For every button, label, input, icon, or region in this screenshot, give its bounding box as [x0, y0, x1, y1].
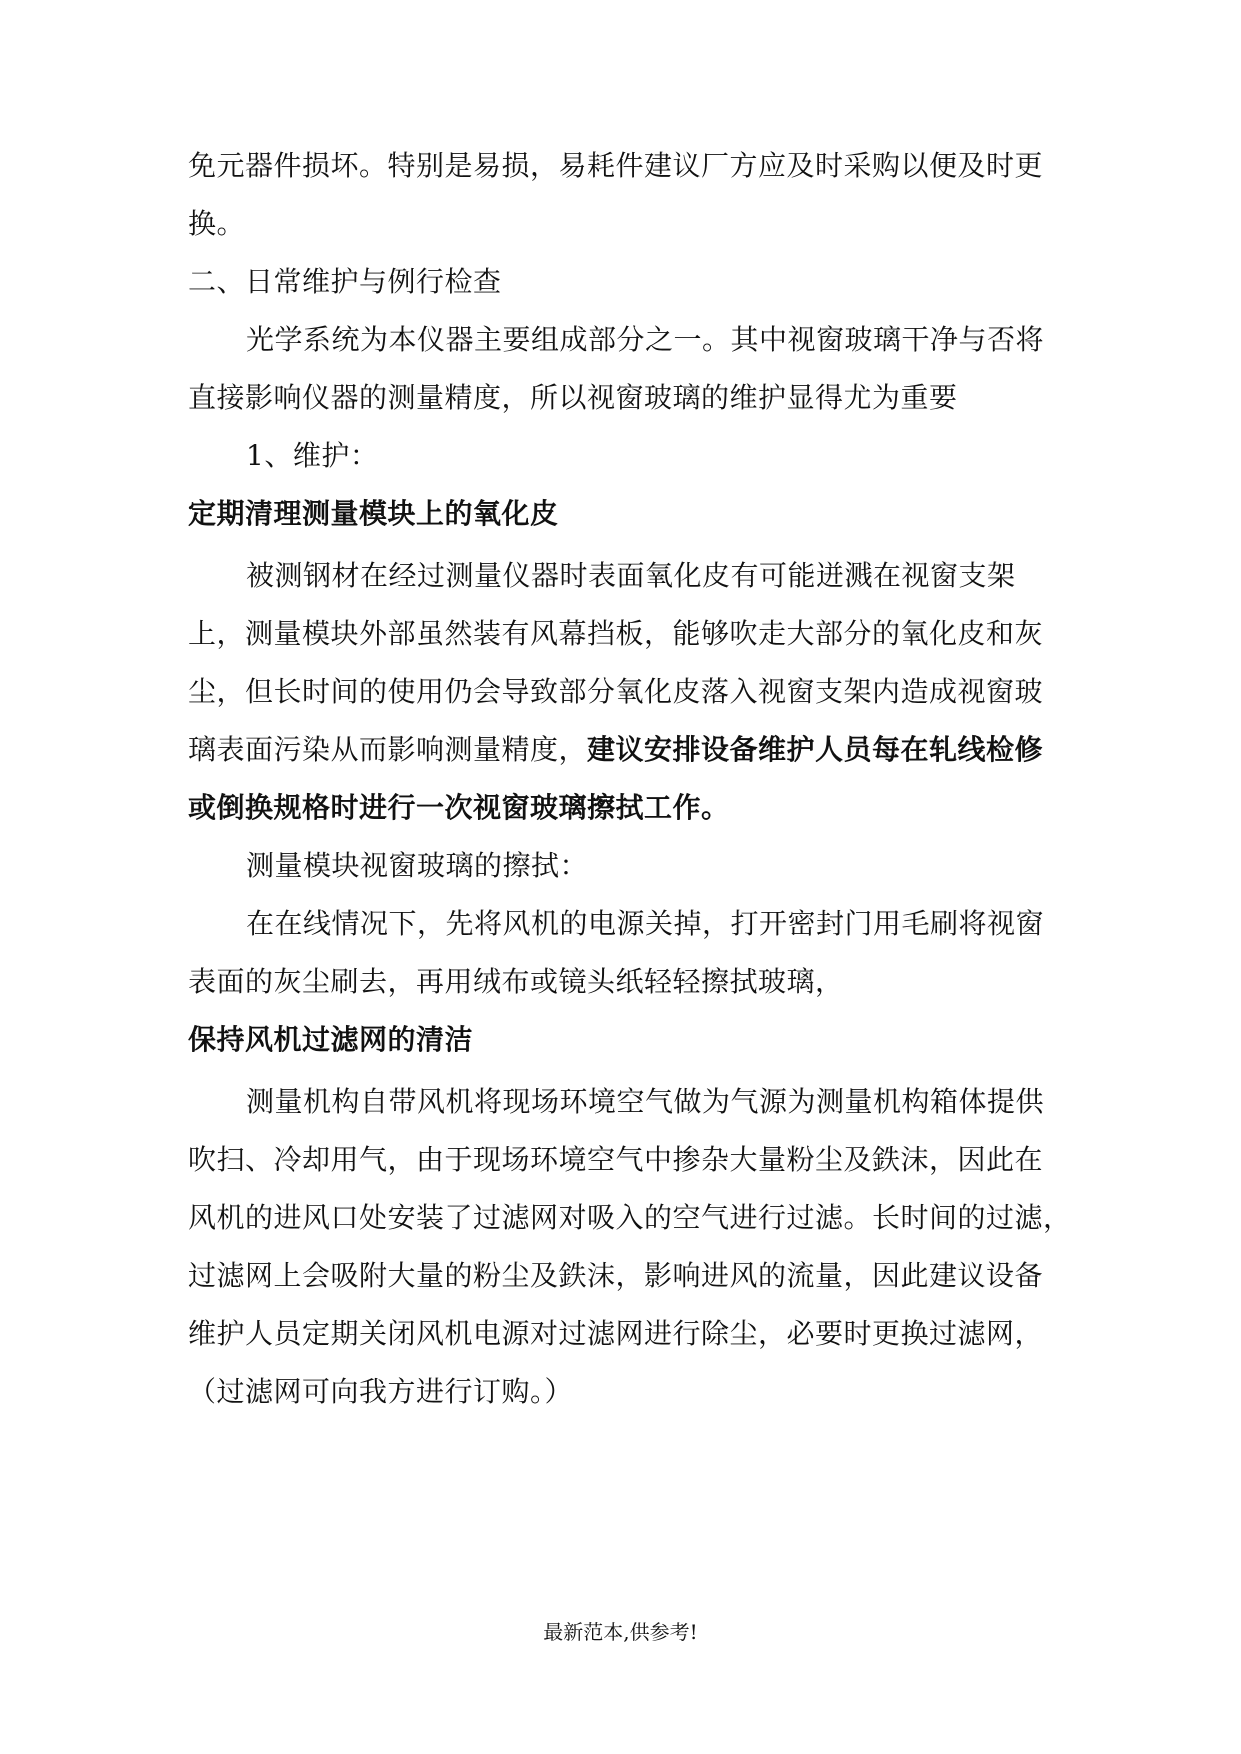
emphasized-text: 建议安排设备维护人员每在轧线检修: [587, 733, 1044, 766]
paragraph-line: 表面的灰尘刷去，再用绒布或镜头纸轻轻擦拭玻璃，: [188, 965, 844, 998]
paragraph-line: 光学系统为本仪器主要组成部分之一。其中视窗玻璃干净与否将: [246, 323, 1045, 356]
paragraph-line: 在在线情况下，先将风机的电源关掉，打开密封门用毛刷将视窗: [246, 907, 1045, 940]
paragraph-line: 测量模块视窗玻璃的擦拭：: [246, 849, 589, 882]
bold-heading: 保持风机过滤网的清洁: [188, 1023, 474, 1056]
paragraph-line: （过滤网可向我方进行订购。）: [188, 1375, 574, 1408]
subsection-heading: 1、维护：: [246, 439, 379, 472]
paragraph-line: 风机的进风口处安装了过滤网对吸入的空气进行过滤。长时间的过滤，: [188, 1201, 1072, 1234]
paragraph-line: 吹扫、冷却用气，由于现场环境空气中掺杂大量粉尘及鉄沫，因此在: [188, 1143, 1044, 1176]
emphasized-line: 或倒换规格时进行一次视窗玻璃擦拭工作。: [188, 791, 730, 824]
paragraph-line: 过滤网上会吸附大量的粉尘及鉄沫，影响进风的流量，因此建议设备: [188, 1259, 1044, 1292]
paragraph-line: 直接影响仪器的测量精度，所以视窗玻璃的维护显得尤为重要: [188, 381, 958, 414]
paragraph-line: 尘，但长时间的使用仍会导致部分氧化皮落入视窗支架内造成视窗玻: [188, 675, 1044, 708]
page-footer: 最新范本,供参考!: [543, 1620, 698, 1644]
paragraph-line: 维护人员定期关闭风机电源对过滤网进行除尘，必要时更换过滤网，: [188, 1317, 1044, 1350]
paragraph-text: 璃表面污染从而影响测量精度，: [188, 733, 588, 766]
paragraph-line: [188, 730, 1058, 770]
section-heading: 二、日常维护与例行检查: [188, 265, 502, 298]
paragraph-line: 测量机构自带风机将现场环境空气做为气源为测量机构箱体提供: [246, 1085, 1045, 1118]
bold-heading: 定期清理测量模块上的氧化皮: [188, 497, 559, 530]
paragraph-line: 换。: [188, 207, 246, 240]
paragraph-line: 免元器件损坏。特别是易损，易耗件建议厂方应及时采购以便及时更: [188, 149, 1044, 182]
paragraph-line: 上，测量模块外部虽然装有风幕挡板，能够吹走大部分的氧化皮和灰: [188, 617, 1044, 650]
paragraph-line: 被测钢材在经过测量仪器时表面氧化皮有可能迸溅在视窗支架: [246, 559, 1016, 592]
